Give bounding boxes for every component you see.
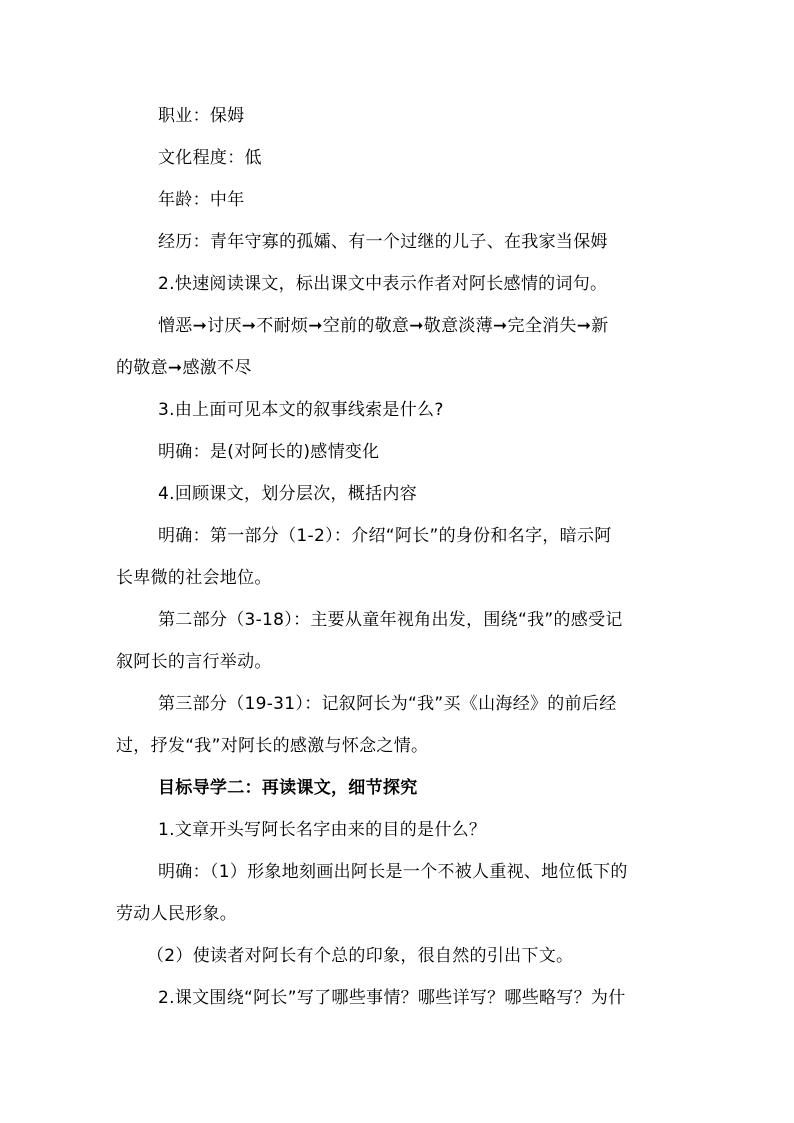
text-line-answer-1-cont: 劳动人民形象。 bbox=[116, 904, 238, 924]
text-line-part-1-cont: 长卑微的社会地位。 bbox=[116, 568, 272, 588]
text-line-part-2-cont: 叙阿长的言行举动。 bbox=[116, 652, 272, 672]
text-line-emotion-chain: 憎恶➞讨厌➞不耐烦➞空前的敬意➞敬意淡薄➞完全消失➞新 bbox=[158, 316, 609, 336]
text-line-age: 年龄：中年 bbox=[158, 190, 245, 210]
section-heading: 目标导学二：再读课文，细节探究 bbox=[158, 778, 418, 798]
text-line-part-1: 明确：第一部分（1-2）：介绍“阿长”的身份和名字，暗示阿 bbox=[158, 526, 612, 546]
text-line-education: 文化程度：低 bbox=[158, 148, 262, 168]
text-line-part-3: 第三部分（19-31）：记叙阿长为“我”买《山海经》的前后经 bbox=[158, 694, 617, 714]
text-line-occupation: 职业：保姆 bbox=[158, 106, 245, 126]
text-line-answer-1: 明确：（1）形象地刻画出阿长是一个不被人重视、地位低下的 bbox=[158, 862, 628, 882]
text-line-experience: 经历：青年守寡的孤孀、有一个过继的儿子、在我家当保姆 bbox=[158, 232, 608, 252]
text-line-question-3: 3.由上面可见本文的叙事线索是什么? bbox=[158, 400, 444, 420]
text-line-question-2b: 2.课文围绕“阿长”写了哪些事情？哪些详写？哪些略写？为什 bbox=[158, 988, 626, 1008]
text-line-emotion-chain-cont: 的敬意➞感激不尽 bbox=[116, 358, 252, 378]
text-line-question-2: 2.快速阅读课文，标出课文中表示作者对阿长感情的词句。 bbox=[158, 274, 608, 294]
text-line-answer-3: 明确：是(对阿长的)感情变化 bbox=[158, 442, 380, 462]
text-line-question-1: 1.文章开头写阿长名字由来的目的是什么？ bbox=[158, 820, 487, 840]
text-line-question-4: 4.回顾课文，划分层次，概括内容 bbox=[158, 484, 418, 504]
text-line-answer-1-point-2: （2）使读者对阿长有个总的印象，很自然的引出下文。 bbox=[147, 946, 574, 966]
text-line-part-3-cont: 过，抒发“我”对阿长的感激与怀念之情。 bbox=[116, 736, 429, 756]
text-line-part-2: 第二部分（3-18）：主要从童年视角出发，围绕“我”的感受记 bbox=[158, 610, 623, 630]
